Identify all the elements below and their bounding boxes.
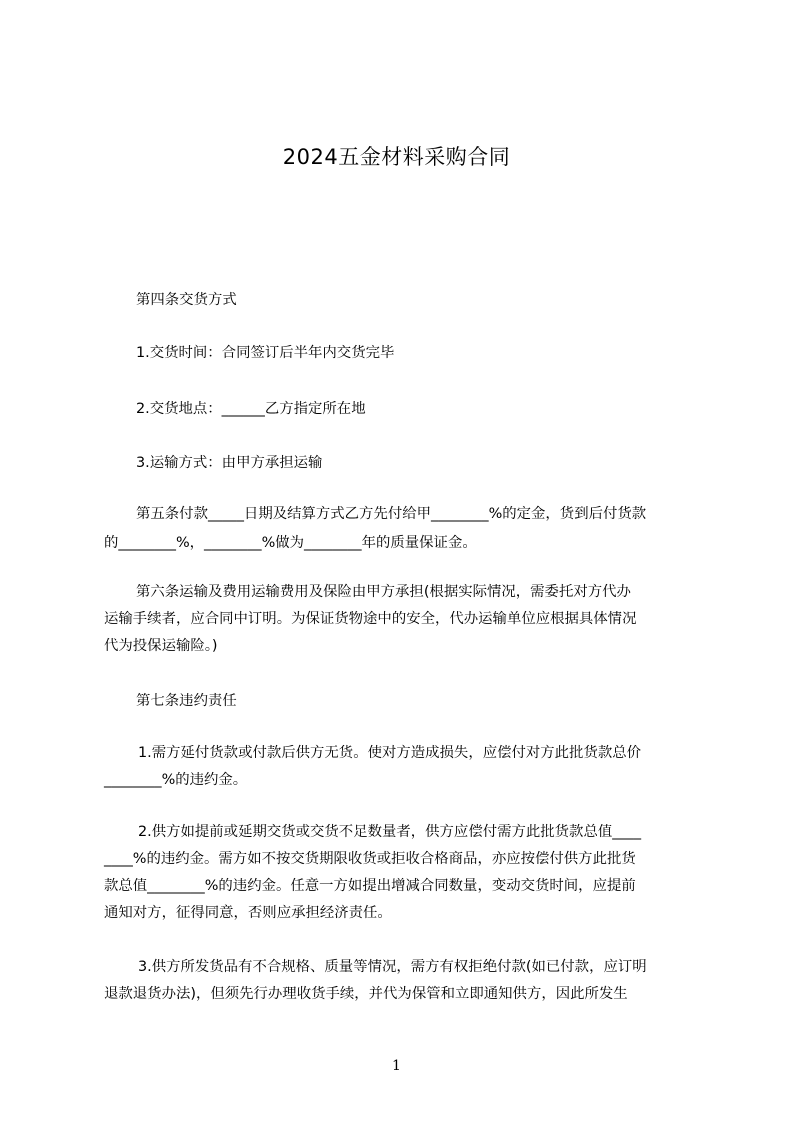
article-5-paragraph xyxy=(104,501,700,556)
article-4-heading: 第四条交货方式 xyxy=(136,292,237,308)
article-7-item-2 xyxy=(104,819,700,926)
article-4-item-3: 3.运输方式：由甲方承担运输 xyxy=(136,455,323,471)
article-7-item-1 xyxy=(104,740,700,793)
article-7-item-2-line-1: 2.供方如提前或延期交货或交货不足数量者，供方应偿付需方此批货款总值____ xyxy=(138,824,642,840)
article-7-heading: 第七条违约责任 xyxy=(136,693,237,709)
article-6-line-2: 运输手续者，应合同中订明。为保证货物途中的安全，代办运输单位应根据具体情况 xyxy=(104,611,637,627)
article-6-line-1: 第六条运输及费用运输费用及保险由甲方承担(根据实际情况，需委托对方代办 xyxy=(136,584,631,600)
page-number: 1 xyxy=(392,1058,401,1074)
article-7-item-3 xyxy=(104,954,700,1007)
article-7-item-1-line-2: ________%的违约金。 xyxy=(104,772,248,788)
article-7-item-3-line-2: 退款退货办法)，但须先行办理收货手续，并代为保管和立即通知供方，因此所发生 xyxy=(104,986,628,1002)
article-7-item-1-line-1: 1.需方延付货款或付款后供方无货。使对方造成损失，应偿付对方此批货款总价 xyxy=(138,745,642,761)
article-7-item-2-line-2: ____%的违约金。需方如不按交货期限收货或拒收合格商品，亦应按偿付供方此批货 xyxy=(104,851,636,867)
document-title: 2024五金材料采购合同 xyxy=(282,145,511,169)
article-7-item-2-line-4: 通知对方，征得同意，否则应承担经济责任。 xyxy=(104,905,392,921)
article-5-line-1: 第五条付款_____日期及结算方式乙方先付给甲________%的定金，货到后付货款 xyxy=(136,506,647,522)
article-7-item-3-line-1: 3.供方所发货品有不合规格、质量等情况，需方有权拒绝付款(如已付款，应订明 xyxy=(138,959,647,975)
article-4-item-2: 2.交货地点：______乙方指定所在地 xyxy=(136,401,366,417)
article-6-paragraph xyxy=(104,579,700,659)
article-7-item-2-line-3: 款总值________%的违约金。任意一方如提出增减合同数量，变动交货时间，应提前 xyxy=(104,878,636,894)
article-4-item-1: 1.交货时间：合同签订后半年内交货完毕 xyxy=(136,345,395,361)
article-5-line-2: 的________%，________%做为________年的质量保证金。 xyxy=(104,535,477,551)
article-6-line-3: 代为投保运输险。) xyxy=(104,638,218,654)
